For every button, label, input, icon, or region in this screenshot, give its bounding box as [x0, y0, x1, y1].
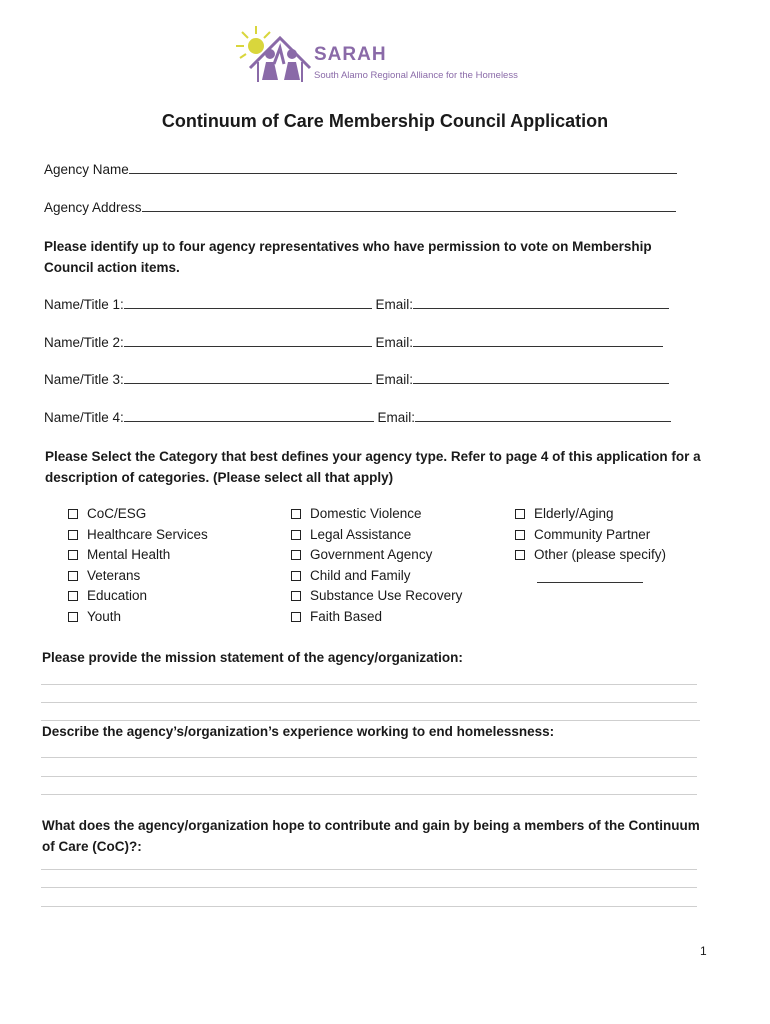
- rep-email-field[interactable]: [413, 371, 669, 384]
- mission-question: Please provide the mission statement of the agency/organization:: [42, 650, 463, 665]
- category-option[interactable]: [68, 566, 208, 587]
- rep-row: [44, 296, 669, 312]
- checkbox[interactable]: [68, 591, 78, 601]
- sarah-logo: [236, 24, 518, 86]
- rep-email-field[interactable]: [413, 296, 669, 309]
- category-option[interactable]: [68, 545, 208, 566]
- agency-address-label: Agency Address: [44, 200, 142, 215]
- rep-row: [44, 371, 669, 387]
- category-instruction: Please Select the Category that best defines your agency type. Refer to page 4 of this application for a description of categories. (Please select all that apply): [45, 449, 701, 485]
- option-label: Education: [87, 588, 148, 603]
- checkbox[interactable]: [291, 571, 301, 581]
- logo-subtitle: South Alamo Regional Alliance for the Homeless: [314, 70, 518, 81]
- option-label: CoC/ESG: [87, 506, 147, 521]
- answer-line[interactable]: [41, 776, 697, 777]
- answer-line[interactable]: [41, 887, 697, 888]
- category-column-1: [68, 504, 208, 627]
- checkbox[interactable]: [515, 509, 525, 519]
- option-label: Child and Family: [310, 567, 411, 583]
- other-specify-field[interactable]: [537, 582, 643, 583]
- option-label: Elderly/Aging: [534, 506, 614, 521]
- page-number: 1: [700, 944, 707, 958]
- rep-name-field[interactable]: [124, 409, 374, 422]
- category-option[interactable]: [291, 586, 462, 607]
- answer-line[interactable]: [41, 757, 697, 758]
- option-label: Other (please specify): [534, 547, 667, 562]
- agency-name-label: Agency Name: [44, 162, 129, 177]
- option-label: Mental Health: [87, 547, 171, 562]
- category-option[interactable]: [291, 525, 462, 546]
- option-label: Community Partner: [534, 526, 651, 542]
- checkbox[interactable]: [291, 550, 301, 560]
- option-label: Healthcare Services: [87, 526, 208, 542]
- rep-name-field[interactable]: [124, 296, 372, 309]
- sarah-house-icon: [236, 24, 316, 86]
- rep-email-label: Email:: [377, 410, 416, 425]
- checkbox[interactable]: [68, 509, 78, 519]
- representatives-instruction: Please identify up to four agency representatives who have permission to vote on Membership Council action items.: [44, 239, 652, 275]
- rep-email-label: Email:: [375, 335, 414, 350]
- checkbox[interactable]: [291, 612, 301, 622]
- checkbox[interactable]: [291, 591, 301, 601]
- category-option[interactable]: [515, 504, 666, 525]
- category-option[interactable]: [291, 566, 462, 587]
- page-title: Continuum of Care Membership Council Application: [161, 111, 609, 131]
- rep-email-label: Email:: [375, 297, 414, 312]
- category-option[interactable]: [68, 504, 208, 525]
- rep-name-label: Name/Title 4:: [44, 410, 124, 425]
- option-label: Substance Use Recovery: [310, 588, 463, 603]
- category-column-2: [291, 504, 462, 627]
- experience-question: Describe the agency’s/organization’s experience working to end homelessness:: [42, 724, 555, 739]
- option-label: Domestic Violence: [310, 506, 422, 521]
- rep-name-label: Name/Title 1:: [44, 297, 124, 312]
- checkbox[interactable]: [68, 530, 78, 540]
- rep-row: [44, 409, 671, 425]
- rep-name-label: Name/Title 2:: [44, 335, 124, 350]
- category-option[interactable]: [515, 545, 666, 566]
- category-option[interactable]: [291, 607, 462, 628]
- option-label: Legal Assistance: [310, 526, 412, 542]
- answer-line[interactable]: [41, 794, 697, 795]
- category-option[interactable]: [68, 525, 208, 546]
- rep-email-label: Email:: [375, 372, 414, 387]
- checkbox[interactable]: [291, 530, 301, 540]
- category-option[interactable]: [291, 504, 462, 525]
- checkbox[interactable]: [515, 530, 525, 540]
- answer-line[interactable]: [41, 702, 697, 703]
- agency-name-field[interactable]: [129, 161, 677, 174]
- agency-address-field[interactable]: [142, 199, 676, 212]
- logo-name: SARAH: [314, 44, 387, 65]
- option-label: Government Agency: [310, 547, 433, 562]
- checkbox[interactable]: [68, 612, 78, 622]
- agency-address-row: [44, 199, 676, 215]
- rep-name-field[interactable]: [124, 371, 372, 384]
- category-option[interactable]: [291, 545, 462, 566]
- answer-line[interactable]: [41, 906, 697, 907]
- rep-email-field[interactable]: [413, 334, 663, 347]
- category-option[interactable]: [68, 607, 208, 628]
- contribute-question: What does the agency/organization hope to contribute and gain by being a members of the Continuum of Care (CoC)?:: [42, 818, 700, 854]
- rep-name-field[interactable]: [124, 334, 372, 347]
- rep-email-field[interactable]: [415, 409, 671, 422]
- option-label: Veterans: [87, 567, 141, 583]
- answer-line[interactable]: [41, 684, 697, 685]
- answer-line[interactable]: [41, 869, 697, 870]
- checkbox[interactable]: [68, 571, 78, 581]
- category-option[interactable]: [68, 586, 208, 607]
- agency-name-row: [44, 161, 677, 177]
- option-label: Faith Based: [310, 608, 383, 624]
- checkbox[interactable]: [291, 509, 301, 519]
- rep-name-label: Name/Title 3:: [44, 372, 124, 387]
- option-label: Youth: [87, 608, 122, 624]
- checkbox[interactable]: [68, 550, 78, 560]
- category-option[interactable]: [515, 525, 666, 546]
- rep-row: [44, 334, 663, 350]
- checkbox[interactable]: [515, 550, 525, 560]
- category-column-3: [515, 504, 666, 566]
